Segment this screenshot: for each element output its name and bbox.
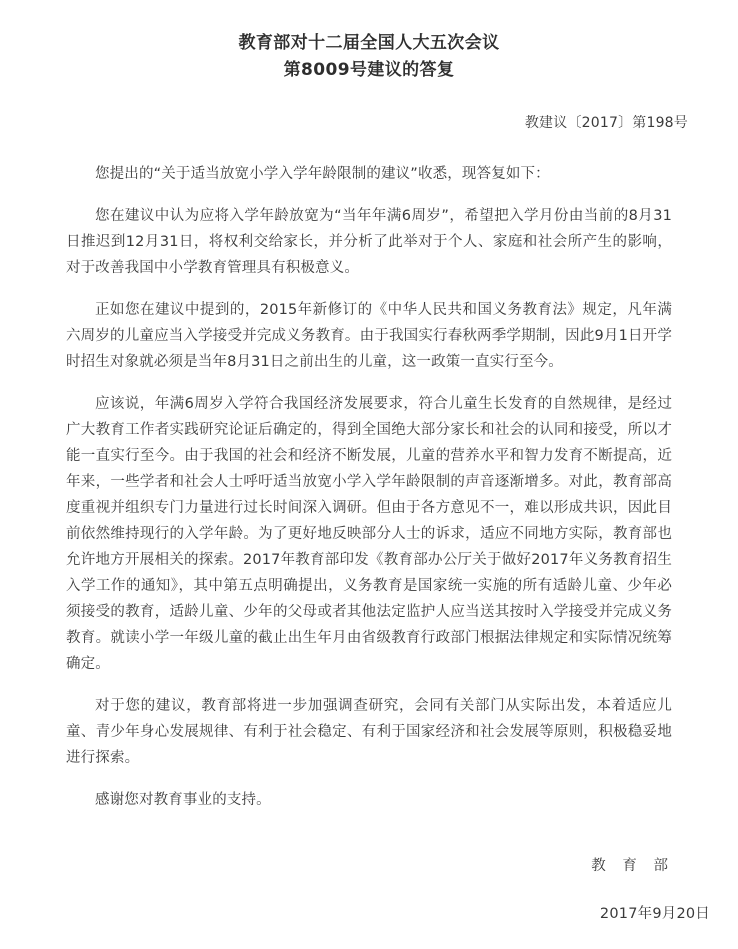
- signature-organization: 教 育 部: [591, 858, 674, 874]
- title-line-2: 第8009号建议的答复: [283, 60, 455, 80]
- paragraph-salutation: 您提出的“关于适当放宽小学入学年龄限制的建议”收悉，现答复如下：: [95, 166, 550, 182]
- page-title: [0, 0, 738, 84]
- bottom-spacer: [0, 927, 738, 949]
- paragraph-main-response: 应该说，年满6周岁入学符合我国经济发展要求，符合儿童生长发育的自然规律，是经过广大教育工作者实践研究论证后确定的，得到全国绝大部分家长和社会的认同和接受，所以才能一直实行至今。由于我国的社会和经济不断发展，儿童的营养水平和智力发育不断提高，近年来，一些学者和社会人士呼吁适当放宽小学入学年龄限制的声音逐渐增多。对此，教育部高度重视并组织专门力量进行过长时间深入调研。但由于各方意见不一，难以形成共识，因此目前依然维持现行的入学年龄。为了更好地反映部分人士的诉求，适应不同地方实际，教育部也允许地方开展相关的探索。2017年教育部印发《教育部办公厅关于做好2017年义务教育招生入学工作的通知》，其中第五点明确提出，义务教育是国家统一实施的所有适龄儿童、少年必须接受的教育，适龄儿童、少年的父母或者其他法定监护人应当送其按时入学接受并完成义务教育。就读小学一年级儿童的截止出生年月由省级教育行政部门根据法律规定和实际情况统筹确定。: [66, 396, 672, 672]
- paragraph-thanks: 感谢您对教育事业的支持。: [95, 792, 271, 808]
- paragraph-future-plan: 对于您的建议，教育部将进一步加强调查研究，会同有关部门从实际出发，本着适应儿童、青少年身心发展规律、有利于社会稳定、有利于国家经济和社会发展等原则，积极稳妥地进行探索。: [66, 698, 672, 766]
- document-number: 教建议〔2017〕第198号: [524, 115, 688, 131]
- paragraph-proposal-summary: 您在建议中认为应将入学年龄放宽为“当年年满6周岁”，希望把入学月份由当前的8月31日推迟到12月31日，将权利交给家长，并分析了此举对于个人、家庭和社会所产生的影响，对于改善我国中小学教育管理具有积极意义。: [66, 208, 672, 276]
- signature-date: 2017年9月20日: [599, 906, 710, 922]
- signature-block: [0, 853, 738, 879]
- document-body: [0, 161, 738, 813]
- paragraph-legal-basis: 正如您在建议中提到的，2015年新修订的《中华人民共和国义务教育法》规定，凡年满六周岁的儿童应当入学接受并完成义务教育。由于我国实行春秋两季学期制，因此9月1日开学时招生对象就必须是当年8月31日之前出生的儿童，这一政策一直实行至今。: [66, 302, 672, 370]
- title-line-1: 教育部对十二届全国人大五次会议: [238, 33, 500, 53]
